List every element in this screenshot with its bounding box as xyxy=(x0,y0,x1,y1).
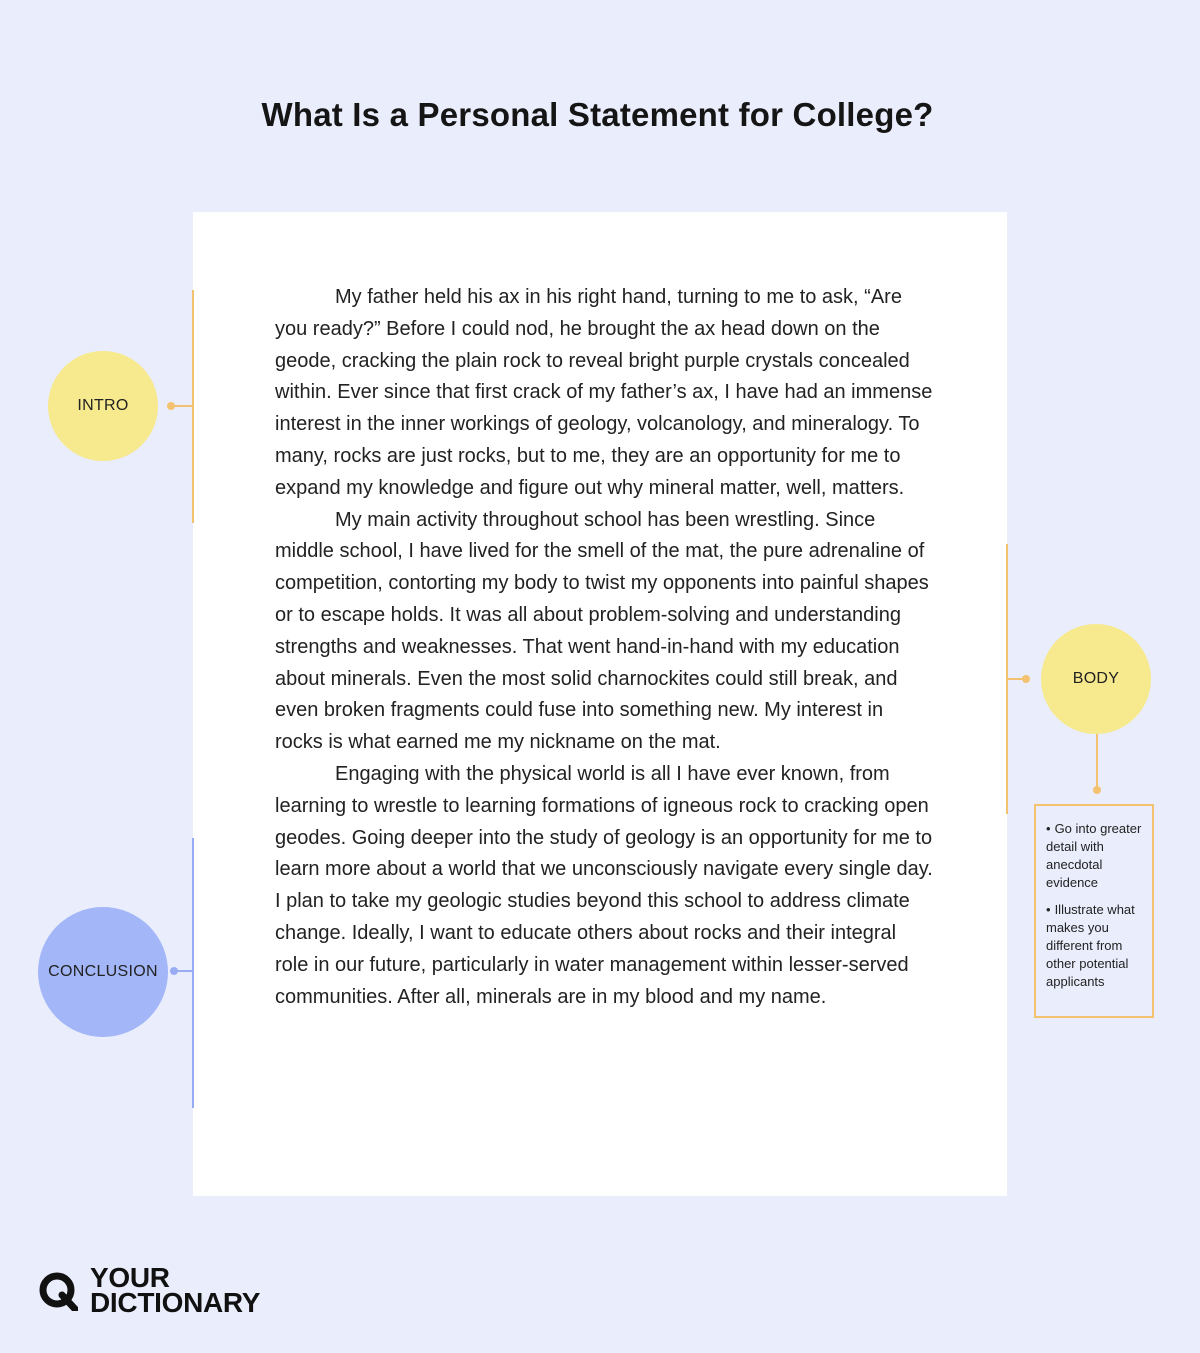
yourdictionary-logo[interactable] xyxy=(38,1262,298,1318)
body-note-item: • Go into greater detail with anecdotal evidence xyxy=(1046,821,1142,890)
logo-wordmark: YOUR DICTIONARY xyxy=(90,1262,261,1318)
essay-text xyxy=(275,282,935,1013)
conclusion-paragraph: Engaging with the physical world is all I have ever known, from learning to wrestle to learning formations of igneous rock to cracking open geodes. Going deeper into the study of geology is an opportunity for me to learn more about a world that we unconsciously navigate every single day. I plan to take my geologic studies beyond this school to address climate change. Ideally, I want to educate others about rocks and their integral role in our future, particularly in water management within lesser-served communities. After all, minerals are in my blood and my name. xyxy=(275,762,933,1008)
body-note-item: • Illustrate what makes you different from other potential applicants xyxy=(1046,902,1135,989)
body-note-connector xyxy=(1096,734,1098,788)
body-connector-dot xyxy=(1022,675,1030,683)
body-note-box xyxy=(1034,804,1154,1018)
body-note-connector-dot xyxy=(1093,786,1101,794)
body-paragraph: My main activity throughout school has been wrestling. Since middle school, I have lived for the smell of the mat, the pure adrenaline of competition, contorting my body to twist my opponents into painful shapes or to escape holds. It was all about problem-solving and understanding strengths and weaknesses. That went hand-in-hand with my education about minerals. Even the most solid charnockites could still break, and even broken fragments could fuse into something new. My interest in rocks is what earned me my nickname on the mat. xyxy=(275,508,929,754)
conclusion-label: CONCLUSION xyxy=(38,907,168,1037)
conclusion-connector-dot xyxy=(170,967,178,975)
bullet-icon: • xyxy=(1046,902,1051,917)
body-label: BODY xyxy=(1041,624,1151,734)
intro-connector-dot xyxy=(167,402,175,410)
bullet-icon: • xyxy=(1046,821,1051,836)
logo-q-icon xyxy=(38,1271,78,1311)
intro-label: INTRO xyxy=(48,351,158,461)
intro-paragraph: My father held his ax in his right hand, turning to me to ask, “Are you ready?” Before I could nod, he brought the ax head down on the geode, cracking the plain rock to reveal bright purple crystals concealed within. Ever since that first crack of my father’s ax, I have had an immense interest in the inner workings of geology, volcanology, and mineralogy. To many, rocks are just rocks, but to me, they are an opportunity for me to expand my knowledge and figure out why mineral matter, well, matters. xyxy=(275,286,933,499)
conclusion-bracket-line xyxy=(192,838,194,1108)
page-title: What Is a Personal Statement for College? xyxy=(261,96,934,133)
